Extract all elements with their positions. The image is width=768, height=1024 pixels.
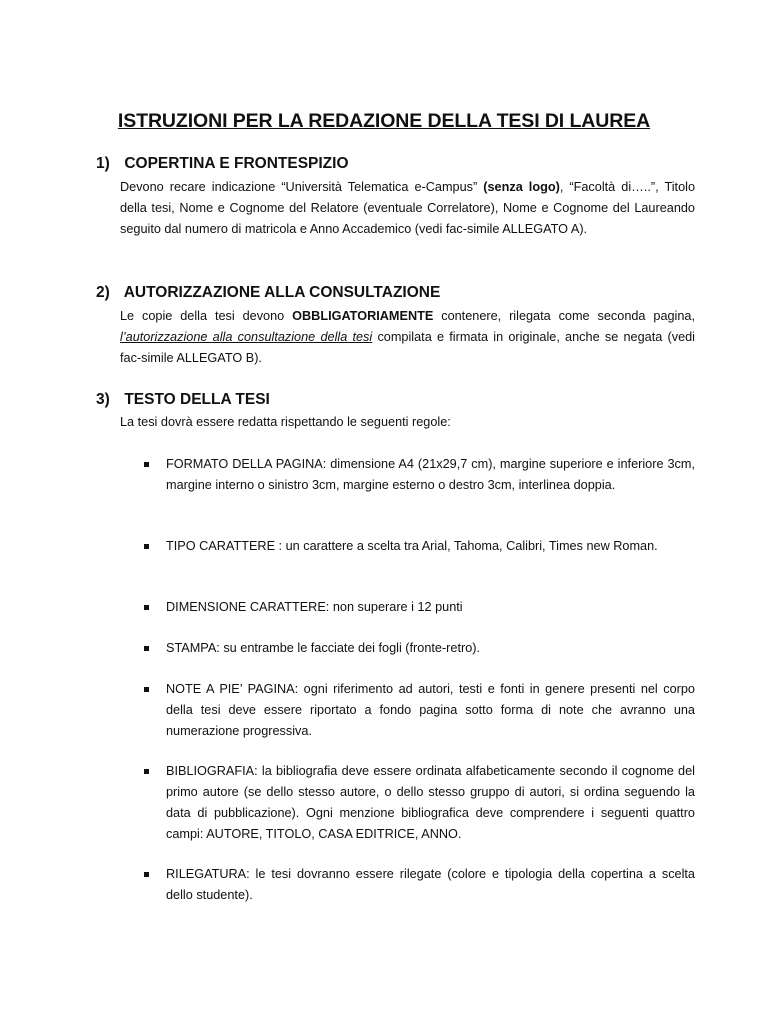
- section-2-text-c: compilata e firmata in originale, anche se negata (vedi fac-simile ALLEGATO B).: [120, 330, 696, 365]
- section-3-heading: [96, 391, 270, 409]
- bullet-square-icon: [144, 462, 149, 467]
- bullet-square-icon: [144, 646, 149, 651]
- bullet-square-icon: [144, 769, 149, 774]
- section-1-text-a: Devono recare indicazione “Università Telematica e-Campus”: [120, 180, 484, 194]
- section-2-text-bold: OBBLIGATORIAMENTE: [292, 309, 434, 323]
- section-2-number: 2): [96, 284, 110, 301]
- bullet-square-icon: [144, 605, 149, 610]
- rule-font-size: [166, 597, 695, 618]
- rule-binding: [166, 864, 695, 906]
- rule-printing: [166, 638, 695, 659]
- section-2-text-b: contenere, rilegata come seconda pagina,: [433, 309, 696, 323]
- rule-text: DIMENSIONE CARATTERE: non superare i 12 punti: [166, 600, 463, 614]
- section-2-heading: [96, 284, 440, 302]
- document-title: ISTRUZIONI PER LA REDAZIONE DELLA TESI DI LAUREA: [117, 110, 651, 132]
- section-2-title: AUTORIZZAZIONE ALLA CONSULTAZIONE: [123, 284, 441, 301]
- rule-font-type: [166, 536, 695, 557]
- section-2-text-a: Le copie della tesi devono: [120, 309, 293, 323]
- section-1-number: 1): [96, 155, 110, 172]
- rule-text: NOTE A PIE’ PAGINA: ogni riferimento ad autori, testi e fonti in genere presenti nel corpo della tesi deve essere riportato a fondo pagina sotto forma di note che avranno una numerazione progressiva.: [166, 682, 695, 738]
- bullet-square-icon: [144, 544, 149, 549]
- section-3-number: 3): [96, 391, 110, 408]
- section-3-title: TESTO DELLA TESI: [124, 391, 270, 408]
- rule-page-format: [166, 454, 695, 496]
- section-3-intro: La tesi dovrà essere redatta rispettando le seguenti regole:: [120, 415, 451, 429]
- section-1-heading: [96, 155, 349, 173]
- section-1-paragraph: [120, 177, 695, 240]
- section-1-text-b: , “Facoltà di…..”, Titolo della tesi, Nome e Cognome del Relatore (eventuale Correlatore), Nome e Cognome del Laureando seguito dal numero di matricola e Anno Accademico (vedi fac-simile ALLEGATO A).: [120, 180, 696, 236]
- rule-bibliography: [166, 761, 695, 845]
- rule-text: STAMPA: su entrambe le facciate dei fogli (fronte-retro).: [166, 641, 481, 655]
- section-2-authorization-link: l’autorizzazione alla consultazione della tesi: [120, 330, 373, 344]
- rule-text: RILEGATURA: le tesi dovranno essere rilegate (colore e tipologia della copertina a scelta dello studente).: [166, 867, 695, 902]
- bullet-square-icon: [144, 687, 149, 692]
- section-1-title: COPERTINA E FRONTESPIZIO: [124, 155, 349, 172]
- bullet-square-icon: [144, 872, 149, 877]
- rule-text: TIPO CARATTERE : un carattere a scelta tra Arial, Tahoma, Calibri, Times new Roman.: [166, 539, 658, 553]
- rule-footnotes: [166, 679, 695, 742]
- rule-text: BIBLIOGRAFIA: la bibliografia deve essere ordinata alfabeticamente secondo il cognome del primo autore (se dello stesso autore, o dello stesso gruppo di autori, si ordina seguendo la data di pubblicazione). Ogni menzione bibliografica deve comprendere i seguenti quattro campi: AUTORE, TITOLO, CASA EDITRICE, ANNO.: [166, 764, 695, 841]
- rule-text: FORMATO DELLA PAGINA: dimensione A4 (21x29,7 cm), margine superiore e inferiore 3cm, margine interno o sinistro 3cm, margine esterno o destro 3cm, interlinea doppia.: [166, 457, 695, 492]
- section-1-text-bold: (senza logo): [483, 180, 560, 194]
- section-2-paragraph: [120, 306, 695, 369]
